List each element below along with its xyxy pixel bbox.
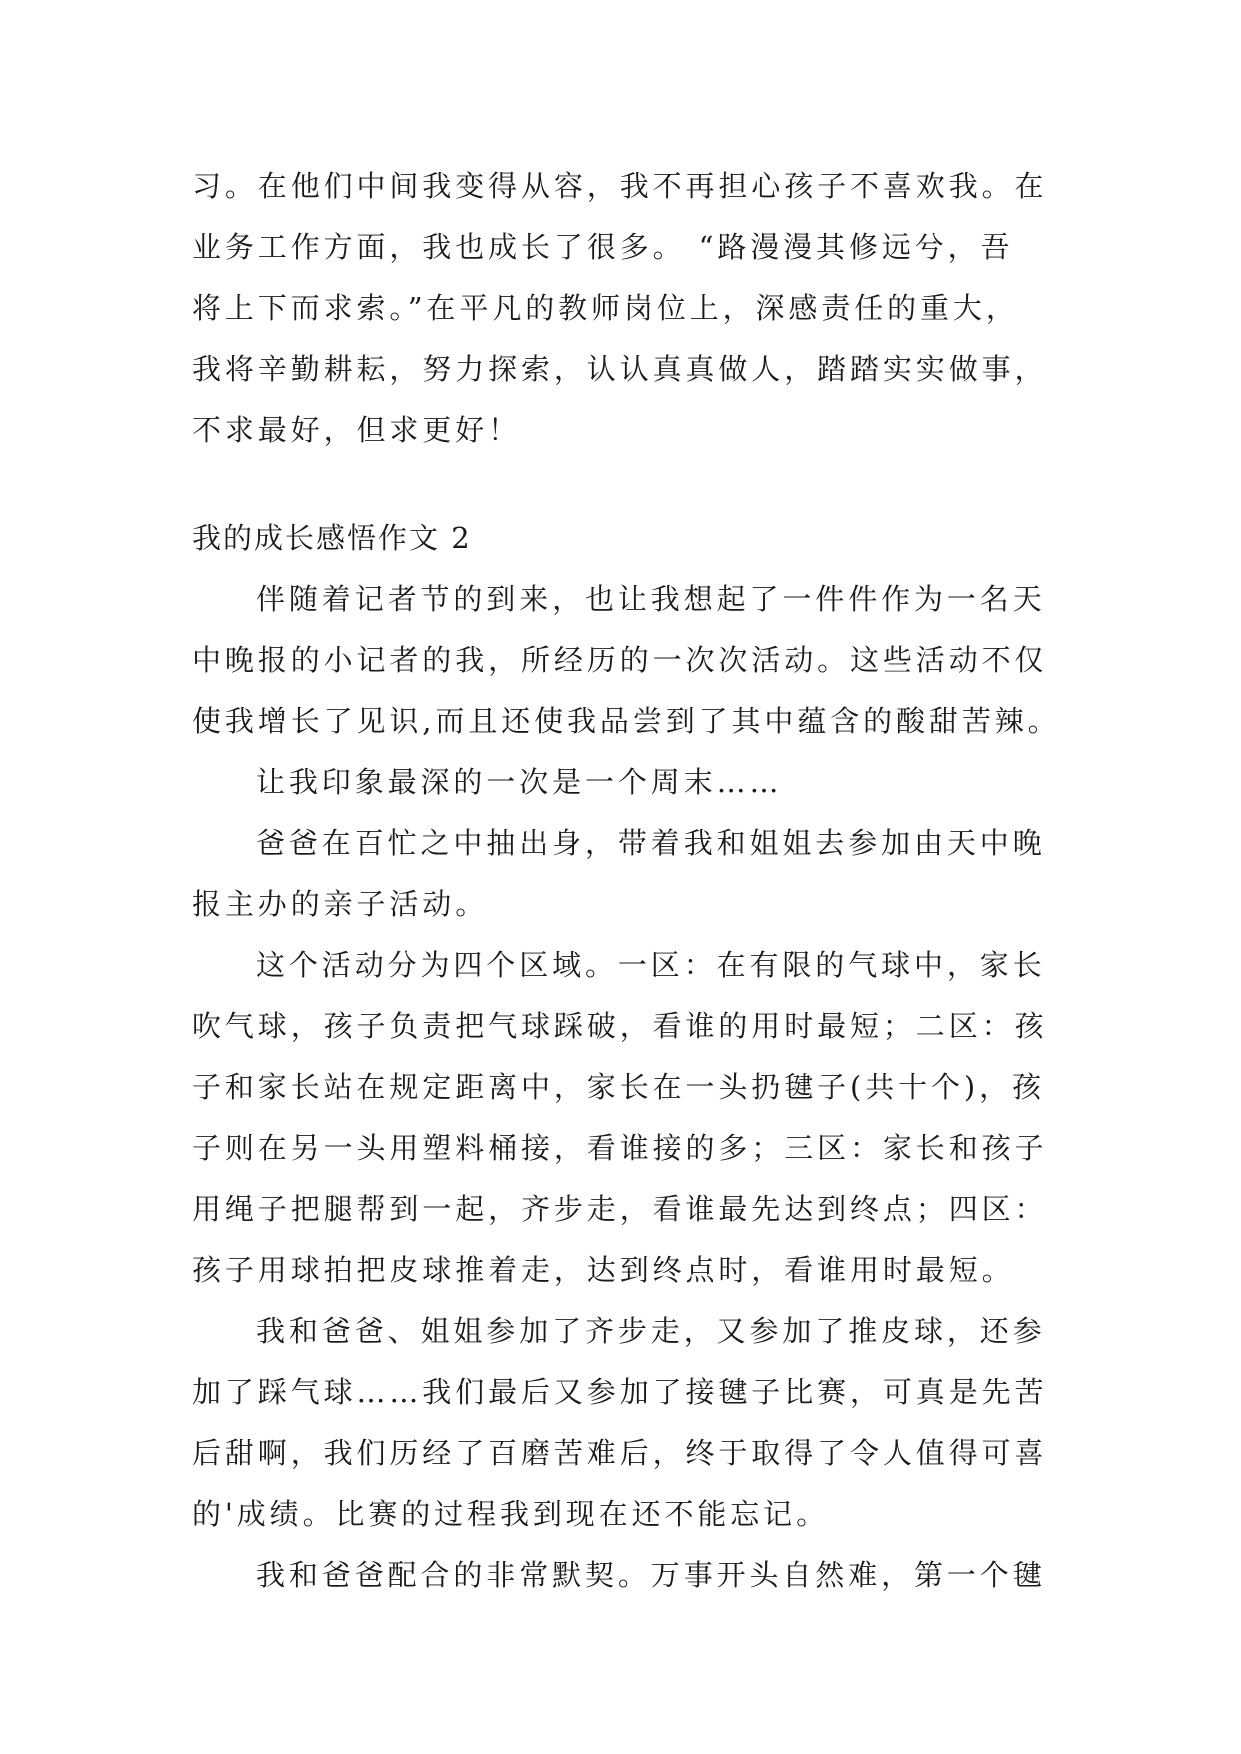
section-title: 我的成长感悟作文 2: [192, 521, 472, 555]
text-line: 不求最好，但求更好！: [192, 413, 522, 447]
text-line: 这个活动分为四个区域。一区：在有限的气球中，家长: [256, 948, 1046, 982]
text-line: 我和爸爸配合的非常默契。万事开头自然难，第一个毽: [256, 1558, 1046, 1592]
text-line: 爸爸在百忙之中抽出身，带着我和姐姐去参加由天中晚: [256, 826, 1046, 860]
text-line: 用绳子把腿帮到一起，齐步走，看谁最先达到终点；四区：: [192, 1192, 1048, 1226]
text-line: 使我增长了见识,而且还使我品尝到了其中蕴含的酸甜苦辣。: [192, 704, 1061, 738]
text-line: 我将辛勤耕耘，努力探索，认认真真做人，踏踏实实做事，: [192, 352, 1048, 386]
text-line: 的'成绩。比赛的过程我到现在还不能忘记。: [192, 1497, 829, 1531]
text-line: 将上下而求索。”在平凡的教师岗位上，深感责任的重大，: [192, 291, 1019, 325]
text-line: 伴随着记者节的到来，也让我想起了一件件作为一名天: [256, 582, 1046, 616]
text-line: 让我印象最深的一次是一个周末……: [256, 765, 783, 799]
text-line: 习。在他们中间我变得从容，我不再担心孩子不喜欢我。在: [192, 169, 1048, 203]
text-line: 孩子用球拍把皮球推着走，达到终点时，看谁用时最短。: [192, 1253, 1015, 1287]
text-line: 业务工作方面，我也成长了很多。 “路漫漫其修远兮，吾: [192, 230, 1014, 264]
text-line: 中晚报的小记者的我，所经历的一次次活动。这些活动不仅: [192, 643, 1048, 677]
text-line: 加了踩气球……我们最后又参加了接毽子比赛，可真是先苦: [192, 1375, 1048, 1409]
text-line: 吹气球，孩子负责把气球踩破，看谁的用时最短；二区：孩: [192, 1009, 1048, 1043]
text-line: 报主办的亲子活动。: [192, 887, 489, 921]
text-line: 子则在另一头用塑料桶接，看谁接的多；三区：家长和孩子: [192, 1131, 1048, 1165]
text-line: 子和家长站在规定距离中，家长在一头扔毽子(共十个)，孩: [192, 1070, 1045, 1104]
text-line: 我和爸爸、姐姐参加了齐步走，又参加了推皮球，还参: [256, 1314, 1046, 1348]
text-line: 后甜啊，我们历经了百磨苦难后，终于取得了令人值得可喜: [192, 1436, 1048, 1470]
